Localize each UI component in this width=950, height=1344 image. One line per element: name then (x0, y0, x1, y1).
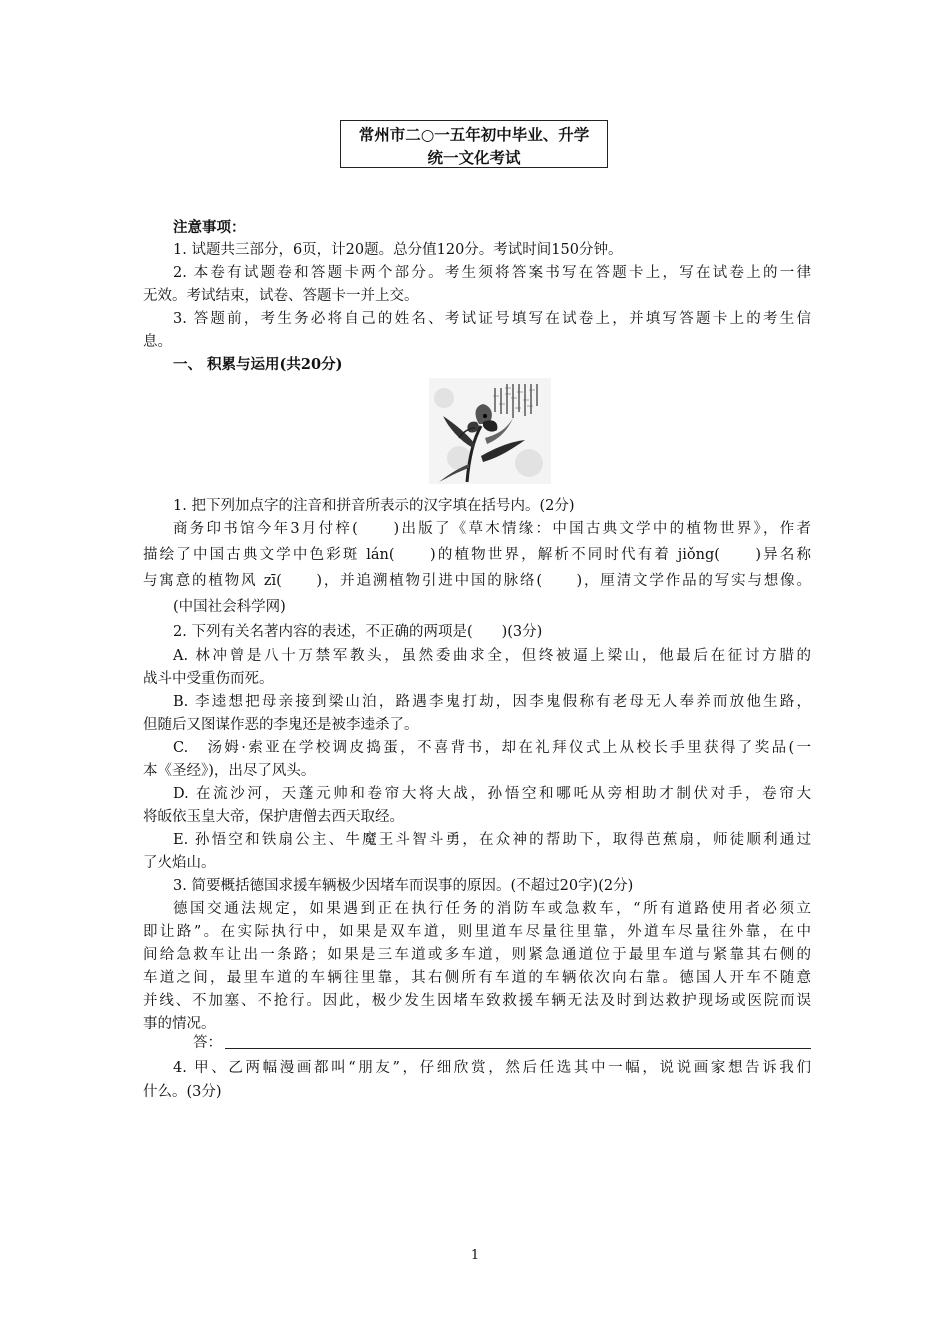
exam-title-line2: 统一文化考试 (427, 148, 521, 167)
q2-option-d-line1: D. 在流沙河，天蓬元帅和卷帘大将大战，孙悟空和哪吒从旁相助才制伏对手，卷帘大 (173, 786, 811, 802)
q3-passage-line6: 事的情况。 (143, 1016, 216, 1032)
notice-item-2-line1: 2. 本卷有试题卷和答题卡两个部分。考生须将答案书写在答题卡上，写在试卷上的一律 (173, 265, 811, 281)
q3-stem: 3. 简要概括德国求援车辆极少因堵车而误事的原因。(不超过20字)(2分) (173, 878, 634, 894)
exam-title-line1: 常州市二○一五年初中毕业、升学 (358, 125, 590, 144)
q2-option-a-line2: 战斗中受重伤而死。 (143, 671, 274, 687)
exam-title-box (340, 120, 608, 168)
q2-option-e-line2: 了火焰山。 (143, 855, 216, 871)
q4-line2: 什么。(3分) (143, 1084, 222, 1100)
q3-passage-line5: 并线、不加塞、不抢行。因此，极少发生因堵车致救援车辆无法及时到达救护现场或医院而误 (143, 993, 811, 1009)
notice-item-3-line2: 息。 (143, 334, 172, 350)
q3-passage-line1: 德国交通法规定，如果遇到正在执行任务的消防车或急救车，“所有道路使用者必须立 (173, 901, 811, 917)
q3-answer-line[interactable] (225, 1048, 811, 1049)
notice-item-1: 1. 试题共三部分，6页，计20题。总分值120分。考试时间150分钟。 (173, 242, 623, 258)
q2-option-c-line1: C. 汤姆·索亚在学校调皮捣蛋，不喜背书，却在礼拜仪式上从校长手里获得了奖品(一 (173, 740, 811, 756)
q4-line1: 4. 甲、乙两幅漫画都叫“朋友”，仔细欣赏，然后任选其中一幅，说说画家想告诉我们 (173, 1060, 811, 1076)
notice-heading: 注意事项： (173, 219, 246, 236)
q3-answer-label: 答： (193, 1035, 222, 1051)
q2-option-a-line1: A. 林冲曾是八十万禁军教头，虽然委曲求全，但终被逼上梁山，他最后在征讨方腊的 (173, 648, 811, 664)
page-number: 1 (470, 1248, 480, 1263)
q2-option-d-line2: 将皈依玉皇大帝，保护唐僧去西天取经。 (143, 809, 404, 825)
q2-option-b-line1: B. 李逵想把母亲接到梁山泊，路遇李鬼打劫，因李鬼假称有老母无人奉养而放他生路， (173, 694, 811, 710)
q3-passage-line4: 车道之间，最里车道的车辆往里靠，其右侧所有车道的车辆依次向右靠。德国人开车不随意 (143, 970, 811, 986)
q1-passage-line3: 与寓意的植物风 zī( )，并追溯植物引进中国的脉络( )，厘清文学作品的写实与想像。 (143, 573, 811, 589)
q2-option-c-line2: 本《圣经》)，出尽了风头。 (143, 763, 316, 779)
q2-option-b-line2: 但随后又图谋作恶的李鬼还是被李逵杀了。 (143, 717, 419, 733)
q1-passage-line2: 描绘了中国古典文学中色彩斑 lán( )的植物世界，解析不同时代有着 jiǒng( )异名称 (143, 547, 811, 563)
q2-stem: 2. 下列有关名著内容的表述，不正确的两项是( )(3分) (173, 624, 543, 640)
notice-item-2-line2: 无效。考试结束，试卷、答题卡一并上交。 (143, 288, 419, 304)
q1-source: (中国社会科学网) (173, 599, 286, 615)
q1-passage-line1: 商务印书馆今年3月付梓( )出版了《草木情缘：中国古典文学中的植物世界》，作者 (173, 521, 811, 537)
ink-painting-illustration (429, 378, 551, 484)
q3-passage-line3: 间给急救车让出一条路；如果是三车道或多车道，则紧急通道位于最里车道与紧靠其右侧的 (143, 947, 811, 963)
notice-item-3-line1: 3. 答题前，考生务必将自己的姓名、考试证号填写在试卷上，并填写答题卡上的考生信 (173, 311, 811, 327)
q3-passage-line2: 即让路”。在实际执行中，如果是双车道，则里道车尽量往里靠，外道车尽量往外靠，在中 (143, 924, 811, 940)
q1-stem: 1. 把下列加点字的注音和拼音所表示的汉字填在括号内。(2分) (173, 498, 575, 514)
q2-option-e-line1: E. 孙悟空和铁扇公主、牛魔王斗智斗勇，在众神的帮助下，取得芭蕉扇，师徒顺利通过 (173, 832, 811, 848)
section-1-heading: 一、 积累与运用(共20分) (173, 356, 343, 373)
